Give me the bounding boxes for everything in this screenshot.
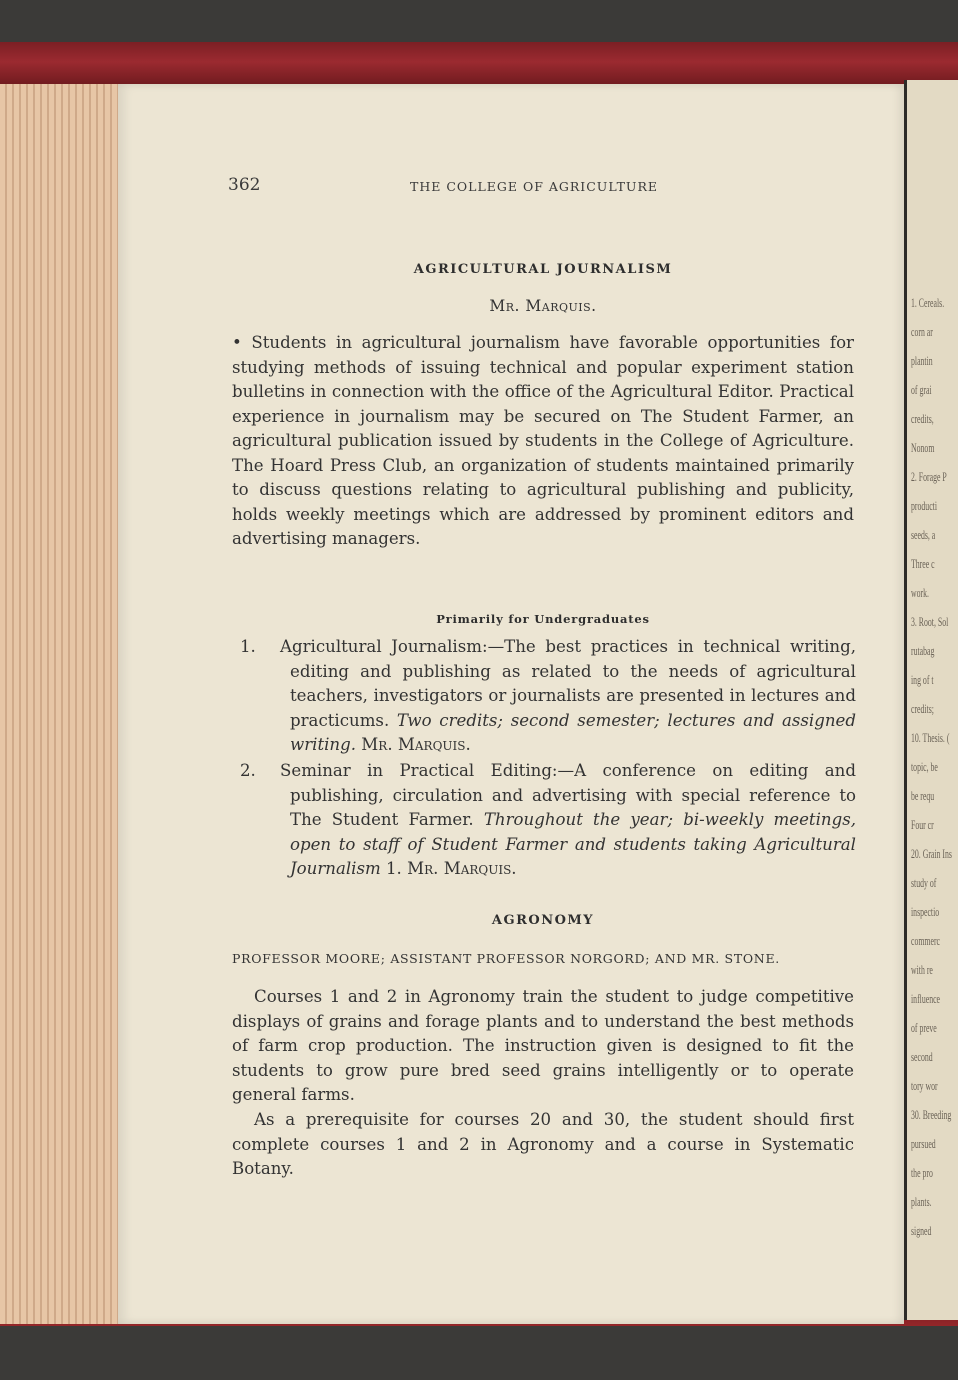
facing-page-fragment: 3. Root, Sol <box>911 614 949 629</box>
facing-page-fragment: Three c <box>911 556 935 571</box>
facing-page-fragment: credits; <box>911 701 934 716</box>
book-cover-top <box>0 42 958 86</box>
subhead-undergraduates: Primarily for Undergraduates <box>436 612 650 626</box>
agronomy-paragraph-1: Courses 1 and 2 in Agronomy train the student to judge competitive displays of grains and forage plants and to understand the best methods of farm crop production. The instruction given is designed to fit the students to grow pure bred seed grains intelligently or to operate general farms. <box>232 987 854 1104</box>
facing-page-fragment: commerc <box>911 933 941 948</box>
facing-page-fragment: rutabag <box>911 643 935 658</box>
facing-page-fragment: with re <box>911 962 933 977</box>
course-details-suffix: 1. <box>386 859 402 878</box>
course-details: Two credits; second semester; lectures and assigned writing. <box>290 710 856 754</box>
facing-page-fragment: Nonom <box>911 440 935 455</box>
course-description: Seminar in Practical Editing:—A conference on editing and publishing, circulation and advertising with special reference to The Student Farmer. <box>280 761 856 829</box>
facing-page-fragment: work. <box>911 585 929 600</box>
facing-page-fragment: pursued <box>911 1136 936 1151</box>
course-item <box>240 759 856 882</box>
course-description: Agricultural Journalism:—The best practices in technical writing, editing and publishing as related to the needs of agricultural teachers, investigators or journalists are presented in lectures and practicums. <box>280 637 856 730</box>
running-head: THE COLLEGE OF AGRICULTURE <box>410 179 659 194</box>
course-instructor: Mr. Marquis. <box>361 735 471 754</box>
facing-page-fragment: 10. Thesis. ( <box>911 730 950 745</box>
facing-page-fragment: signed <box>911 1223 932 1238</box>
section-title-agronomy: AGRONOMY <box>491 913 595 928</box>
facing-page-fragment: of grai <box>911 382 932 397</box>
page-header <box>228 175 858 199</box>
facing-page-fragment: plants. <box>911 1194 932 1209</box>
journalism-intro: • Students in agricultural journalism have favorable opportunities for studying methods of issuing technical and popular experiment station bulletins in connection with the office of the Agricultural Editor. Practical experience in journalism may be secured on The Student Farmer, an agricultural publication issued by students in the College of Agriculture. The Hoard Press Club, an organization of students maintained primarily to discuss questions relating to agricultural publishing and publicity, holds weekly meetings which are addressed by prominent editors and advertising managers. <box>232 333 854 548</box>
course-details: Throughout the year; bi-weekly meetings, open to staff of Student Farmer and students taking Agricultural Journalism <box>290 810 856 878</box>
facing-page-fragment: seeds, a <box>911 527 936 542</box>
facing-page-fragment: inspectio <box>911 904 940 919</box>
course-number: 1. <box>240 637 256 656</box>
facing-page-fragment: ing of t <box>911 672 934 687</box>
facing-page-fragment: of preve <box>911 1020 937 1035</box>
course-instructor: Mr. Marquis. <box>407 859 517 878</box>
section-title-journalism: AGRICULTURAL JOURNALISM <box>413 262 673 277</box>
facing-page-fragment: influence <box>911 991 941 1006</box>
page-edges <box>0 84 120 1324</box>
facing-page-fragment: corn ar <box>911 324 933 339</box>
facing-page-fragment: 1. Cereals. <box>911 295 945 310</box>
facing-page-fragment: 2. Forage P <box>911 469 947 484</box>
journalism-instructor: Mr. Marquis. <box>489 297 597 315</box>
facing-page-fragment: be requ <box>911 788 935 803</box>
facing-page-fragment: credits, <box>911 411 934 426</box>
facing-page-fragment: 30. Breeding <box>911 1107 952 1122</box>
facing-page-fragment: the pro <box>911 1165 933 1180</box>
course-item <box>240 635 856 758</box>
agronomy-paragraph-2: As a prerequisite for courses 20 and 30, the student should first complete courses 1 and 2 in Agronomy and a course in Systematic Botany. <box>232 1110 854 1178</box>
page-number: 362 <box>228 175 261 195</box>
facing-page-fragment: 20. Grain Ins <box>911 846 952 861</box>
facing-page-fragment: plantin <box>911 353 933 368</box>
course-number: 2. <box>240 761 256 780</box>
agronomy-staff: PROFESSOR MOORE; ASSISTANT PROFESSOR NORGORD; AND MR. STONE. <box>232 951 780 966</box>
facing-page-fragment: topic, be <box>911 759 938 774</box>
facing-page-fragment: tory wor <box>911 1078 938 1093</box>
facing-page <box>904 80 958 1320</box>
facing-page-fragment: second <box>911 1049 933 1064</box>
facing-page-fragment: producti <box>911 498 937 513</box>
facing-page-fragment: Four cr <box>911 817 934 832</box>
facing-page-fragment: study of <box>911 875 937 890</box>
